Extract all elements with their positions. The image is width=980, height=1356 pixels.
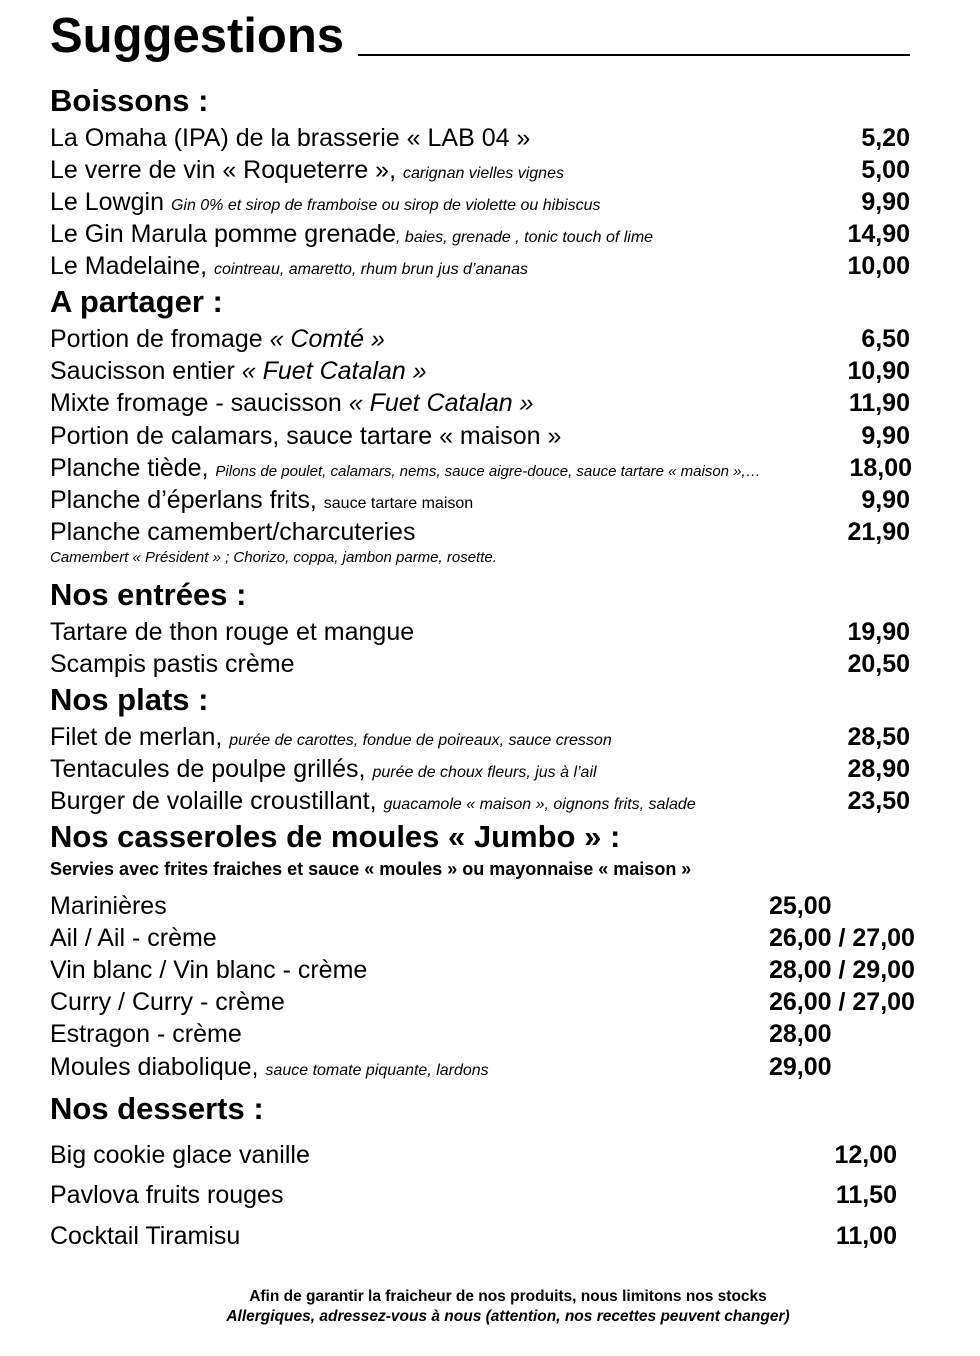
menu-item-description: Pilons de poulet, calamars, nems, sauce aigre-douce, sauce tartare « maison »,… — [215, 463, 761, 480]
menu-item-price: 26,00 / 27,00 — [769, 988, 915, 1016]
menu-item: Tartare de thon rouge et mangue — [50, 618, 415, 646]
menu-item-price: 19,90 — [847, 618, 910, 646]
section-heading-plats: Nos plats : — [50, 682, 209, 717]
menu-item-description: cointreau, amaretto, rhum brun jus d’ananas — [214, 261, 528, 278]
menu-item-note: Camembert « Président » ; Chorizo, coppa, jambon parme, rosette. — [50, 549, 497, 566]
menu-item-price: 5,20 — [861, 124, 910, 152]
menu-item-description: , baies, grenade , tonic touch of lime — [396, 229, 654, 246]
menu-item: Marinières — [50, 892, 167, 920]
menu-item: Scampis pastis crème — [50, 650, 295, 678]
menu-item: Ail / Ail - crème — [50, 924, 217, 952]
menu-item: Mixte fromage - saucisson « Fuet Catalan » — [50, 389, 534, 417]
menu-item-description: purée de choux fleurs, jus à l’ail — [372, 764, 597, 781]
menu-item-price: 28,90 — [847, 755, 910, 783]
title-row — [50, 6, 910, 62]
menu-item-price: 28,00 / 29,00 — [769, 956, 915, 984]
menu-item-price: 28,00 — [769, 1020, 832, 1048]
menu-item-price: 29,00 — [769, 1053, 832, 1081]
footer-stock-note: Afin de garantir la fraicheur de nos produits, nous limitons nos stocks — [249, 1288, 767, 1305]
menu-item-description: sauce tomate piquante, lardons — [265, 1062, 489, 1079]
menu-item-price: 26,00 / 27,00 — [769, 924, 915, 952]
menu-item-description: guacamole « maison », oignons frits, salade — [383, 796, 696, 813]
menu-item-price: 18,00 — [849, 454, 912, 482]
menu-item-price: 10,00 — [847, 252, 910, 280]
menu-item-price: 20,50 — [847, 650, 910, 678]
menu-item: Le verre de vin « Roqueterre », carignan vielles vignes — [50, 156, 564, 184]
menu-item-price: 25,00 — [769, 892, 832, 920]
menu-item: Planche tiède, Pilons de poulet, calamars, nems, sauce aigre-douce, sauce tartare « maison »,… — [50, 454, 761, 482]
menu-item-description: carignan vielles vignes — [402, 165, 564, 182]
footer-allergy-note: Allergiques, adressez-vous à nous (attention, nos recettes peuvent changer) — [226, 1308, 790, 1325]
menu-item: Curry / Curry - crème — [50, 988, 285, 1016]
title-underline — [358, 54, 910, 56]
menu-item: Tentacules de poulpe grillés, purée de choux fleurs, jus à l’ail — [50, 755, 597, 783]
menu-item-description: sauce tartare maison — [323, 495, 474, 512]
menu-item: Le Madelaine, cointreau, amaretto, rhum brun jus d’ananas — [50, 252, 528, 280]
menu-item: La Omaha (IPA) de la brasserie « LAB 04 » — [50, 124, 531, 152]
menu-item: Planche d’éperlans frits, sauce tartare maison — [50, 486, 474, 514]
moules-note: Servies avec frites fraiches et sauce « moules » ou mayonnaise « maison » — [50, 859, 692, 879]
section-heading-entrees: Nos entrées : — [50, 577, 247, 612]
menu-item-price: 6,50 — [861, 325, 910, 353]
menu-item-price: 14,90 — [847, 220, 910, 248]
menu-item-price: 5,00 — [861, 156, 910, 184]
section-heading-boissons: Boissons : — [50, 83, 209, 118]
menu-item-price: 11,90 — [848, 389, 910, 417]
menu-item: Vin blanc / Vin blanc - crème — [50, 956, 368, 984]
menu-item: Le Lowgin Gin 0% et sirop de framboise ou sirop de violette ou hibiscus — [50, 188, 601, 216]
menu-item: Saucisson entier « Fuet Catalan » — [50, 357, 427, 385]
menu-item-description: Gin 0% et sirop de framboise ou sirop de violette ou hibiscus — [170, 197, 601, 214]
menu-item-price: 23,50 — [847, 787, 910, 815]
menu-item-price: 9,90 — [861, 188, 910, 216]
menu-item: Portion de fromage « Comté » — [50, 325, 385, 353]
menu-item: Le Gin Marula pomme grenade, baies, grenade , tonic touch of lime — [50, 220, 654, 248]
menu-item: Estragon - crème — [50, 1020, 242, 1048]
section-heading-desserts: Nos desserts : — [50, 1091, 264, 1126]
menu-item: Portion de calamars, sauce tartare « maison » — [50, 422, 562, 450]
menu-item: Filet de merlan, purée de carottes, fondue de poireaux, sauce cresson — [50, 723, 612, 751]
menu-item: Planche camembert/charcuteries — [50, 518, 416, 546]
menu-item: Moules diabolique, sauce tomate piquante, lardons — [50, 1053, 489, 1081]
menu-item: Big cookie glace vanille — [50, 1141, 310, 1169]
menu-item-description: purée de carottes, fondue de poireaux, sauce cresson — [229, 732, 612, 749]
menu-item-price: 9,90 — [861, 486, 910, 514]
menu-item: Cocktail Tiramisu — [50, 1222, 241, 1250]
menu-item-price: 10,90 — [847, 357, 910, 385]
menu-item-price: 28,50 — [847, 723, 910, 751]
menu-item-price: 9,90 — [861, 422, 910, 450]
menu-item-price: 11,00 — [835, 1222, 897, 1250]
menu-item-price: 21,90 — [847, 518, 910, 546]
section-heading-partager: A partager : — [50, 284, 223, 319]
section-heading-moules: Nos casseroles de moules « Jumbo » : — [50, 819, 621, 854]
page-title: Suggestions — [50, 9, 345, 63]
menu-item: Burger de volaille croustillant, guacamole « maison », oignons frits, salade — [50, 787, 696, 815]
menu-item: Pavlova fruits rouges — [50, 1181, 284, 1209]
menu-item-price: 12,00 — [834, 1141, 897, 1169]
menu-item-price: 11,50 — [835, 1181, 897, 1209]
